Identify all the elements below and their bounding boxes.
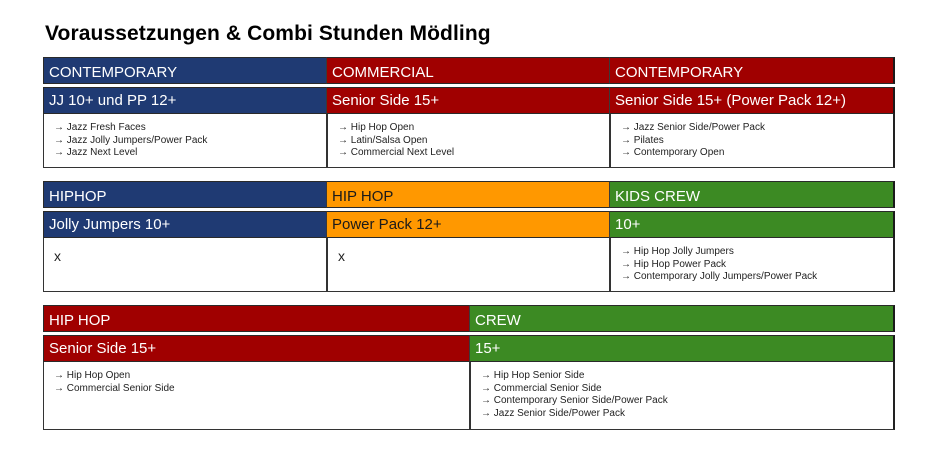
empty-marker: x	[338, 248, 345, 264]
list-item: → Contemporary Senior Side/Power Pack	[481, 395, 668, 407]
row-2-col-2-list	[327, 238, 610, 292]
list-item: → Jazz Senior Side/Power Pack	[481, 407, 625, 419]
list-item: → Jazz Fresh Faces	[54, 122, 146, 133]
list-item: → Pilates	[621, 134, 664, 146]
page-title: Voraussetzungen & Combi Stunden Mödling	[45, 22, 491, 45]
row-2	[43, 181, 895, 292]
row-2-col-3-header: KIDS CREW	[610, 181, 895, 208]
row-2-col-1-requirement: Jolly Jumpers 10+	[43, 211, 327, 238]
row-1-col-2-list	[327, 114, 610, 168]
row-1-col-2-header: COMMERCIAL	[327, 57, 610, 84]
list-item: → Hip Hop Open	[338, 122, 415, 133]
list-item: → Commercial Senior Side	[481, 382, 602, 394]
list-item: → Commercial Next Level	[338, 147, 455, 159]
list-item: → Contemporary Open	[621, 147, 725, 159]
row-1-col-2-requirement: Senior Side 15+	[327, 87, 610, 114]
row-2-col-1-header: HIPHOP	[43, 181, 327, 208]
row-2-col-2-requirement: Power Pack 12+	[327, 211, 610, 238]
row-2-col-1-list	[43, 238, 327, 292]
list-item: → Jazz Next Level	[54, 147, 138, 159]
row-3-col-2-header: CREW	[470, 305, 895, 332]
row-3	[43, 305, 895, 430]
row-1-col-3-list	[610, 114, 895, 168]
row-1	[43, 57, 895, 168]
row-1-col-3-requirement: Senior Side 15+ (Power Pack 12+)	[610, 87, 895, 114]
list-item: → Commercial Senior Side	[54, 382, 175, 394]
row-2-col-3-list	[610, 238, 895, 292]
empty-marker: x	[54, 248, 61, 264]
row-1-col-1-requirement: JJ 10+ und PP 12+	[43, 87, 327, 114]
row-1-col-3-header: CONTEMPORARY	[610, 57, 895, 84]
row-1-col-1-header: CONTEMPORARY	[43, 57, 327, 84]
row-3-col-1-header: HIP HOP	[43, 305, 470, 332]
row-3-col-1-list	[43, 362, 470, 430]
row-1-col-1-list	[43, 114, 327, 168]
list-item: → Contemporary Jolly Jumpers/Power Pack	[621, 271, 818, 283]
row-3-col-2-requirement: 15+	[470, 335, 895, 362]
row-2-col-2-header: HIP HOP	[327, 181, 610, 208]
row-3-col-1-requirement: Senior Side 15+	[43, 335, 470, 362]
list-item: → Jazz Jolly Jumpers/Power Pack	[54, 134, 208, 146]
row-3-col-2-list	[470, 362, 895, 430]
list-item: → Latin/Salsa Open	[338, 134, 428, 146]
list-item: → Hip Hop Power Pack	[621, 258, 727, 270]
list-item: → Hip Hop Jolly Jumpers	[621, 246, 734, 257]
list-item: → Hip Hop Senior Side	[481, 370, 585, 381]
list-item: → Hip Hop Open	[54, 370, 131, 381]
row-2-col-3-requirement: 10+	[610, 211, 895, 238]
list-item: → Jazz Senior Side/Power Pack	[621, 122, 765, 133]
